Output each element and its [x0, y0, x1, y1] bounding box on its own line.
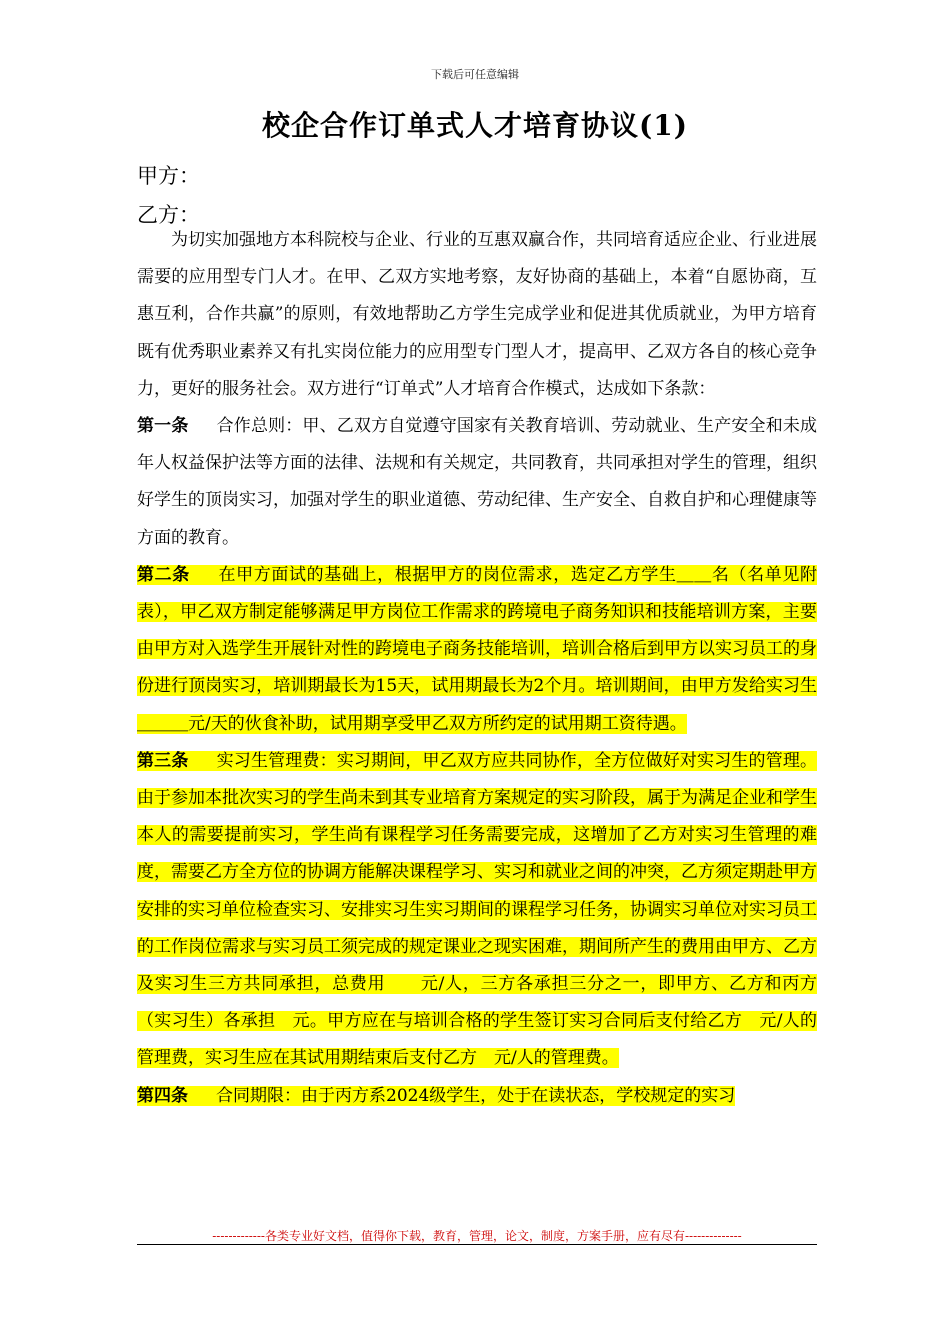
article-2-text-3: 元/天的伙食补助，试用期享受甲乙双方所约定的试用期工资待遇。: [188, 713, 687, 734]
article-4: [137, 1078, 817, 1115]
article-2: [137, 557, 817, 743]
article-1: [137, 408, 817, 557]
footer-divider: [137, 1244, 817, 1245]
article-2-label: 第二条: [137, 564, 190, 585]
article-3-text-3: 元。甲方应在与培训合格的学生签订实习合同后支付给乙方: [292, 1011, 743, 1032]
article-3-blank-4: [477, 1048, 494, 1068]
article-3-blank-3: [742, 1011, 759, 1031]
article-2-blank-1: ＿＿: [676, 564, 712, 585]
article-3: [137, 743, 817, 1078]
article-1-text: 合作总则：甲、乙双方自觉遵守国家有关教育培训、劳动就业、生产安全和未成年人权益保护法等方面的法律、法规和有关规定，共同教育，共同承担对学生的管理，组织好学生的顶岗实习，加强对学生的职业道德、劳动纪律、生产安全、自救自护和心理健康等方面的教育。: [137, 416, 818, 548]
article-3-text-5: 元/人的管理费。: [494, 1048, 619, 1069]
article-3-blank-1: [385, 974, 421, 994]
article-1-label: 第一条: [137, 416, 189, 437]
article-3-blank-2: [275, 1011, 292, 1031]
article-2-blank-2: ＿＿＿: [137, 713, 188, 734]
article-3-text-4: 元/人的管理费，实习生应在其试用期结束后支付乙方: [137, 1011, 818, 1069]
article-3-text-1: 实习生管理费：实习期间，甲乙双方应共同协作，全方位做好对实习生的管理。由于参加本批次实习的学生尚未到其专业培育方案规定的实习阶段，属于为满足企业和学生本人的需要提前实习，学生尚有课程学习任务需要完成，这增加了乙方对实习生管理的难度，需要乙方全方位的协调方能解决课程学习、实习和就业之间的冲突，乙方须定期赴甲方安排的实习单位检查实习、安排实习生实习期间的课程学习任务，协调实习单位对实习员工的工作岗位需求与实习员工须完成的规定课业之现实困难，期间所产生的费用由甲方、乙方及实习生三方共同承担，总费用: [137, 750, 818, 995]
article-2-text-1: 在甲方面试的基础上，根据甲方的岗位需求，选定乙方学生: [217, 564, 677, 585]
article-2-text-2: 名（名单见附表），甲乙双方制定能够满足甲方岗位工作需求的跨境电子商务知识和技能培训方案，主要由甲方对入选学生开展针对性的跨境电子商务技能培训，培训合格后到甲方以实习员工的身份进行顶岗实习，培训期最长为15天，试用期最长为2个月。培训期间，由甲方发给实习生: [137, 564, 818, 697]
header-note: 下载后可任意编辑: [431, 68, 519, 81]
article-3-label: 第三条: [137, 750, 189, 771]
document-body: [137, 222, 817, 1115]
document-title: 校企合作订单式人才培育协议(1): [262, 109, 688, 142]
article-3-text-2: 元/人，三方各承担三分之一，即甲方、乙方和丙方（实习生）各承担: [137, 974, 818, 1032]
article-4-label: 第四条: [137, 1085, 188, 1106]
intro-paragraph: 为切实加强地方本科院校与企业、行业的互惠双赢合作，共同培育适应企业、行业进展需要的应用型专门人才。在甲、乙双方实地考察，友好协商的基础上，本着“自愿协商，互惠互利，合作共赢”的原则，有效地帮助乙方学生完成学业和促进其优质就业，为甲方培育既有优秀职业素养又有扎实岗位能力的应用型专门型人才，提高甲、乙双方各自的核心竞争力，更好的服务社会。双方进行“订单式”人才培育合作模式，达成如下条款：: [137, 230, 817, 399]
party-a-label: 甲方：: [137, 164, 200, 188]
party-b-label: 乙方：: [137, 203, 200, 227]
article-4-text: 合同期限：由于丙方系2024级学生，处于在读状态，学校规定的实习: [216, 1085, 736, 1106]
footer-note: -------------各类专业好文档，值得你下载，教育，管理，论文，制度，方案手册，应有尽有--------------: [212, 1229, 742, 1243]
